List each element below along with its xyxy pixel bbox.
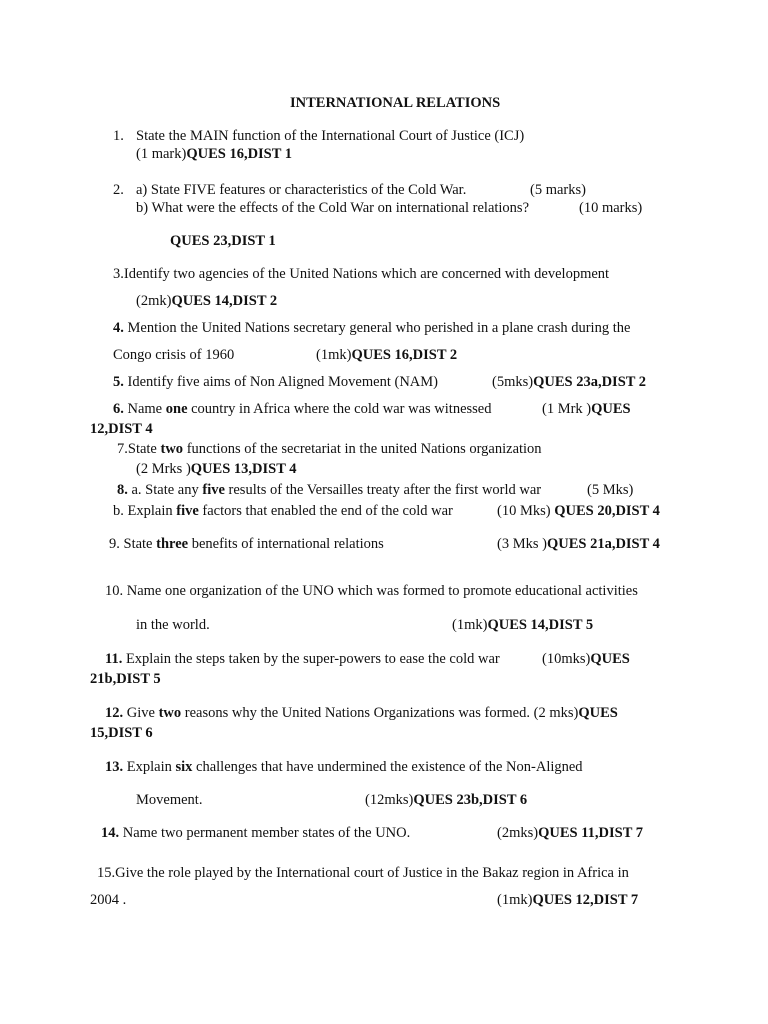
q1-marks: (1 mark) <box>136 146 187 162</box>
q7-marks: (2 Mrks ) <box>136 461 191 477</box>
q11-marks-line <box>542 650 630 668</box>
q5-reference: QUES 23a,DIST 2 <box>533 374 647 390</box>
q1-reference: QUES 16,DIST 1 <box>186 146 293 162</box>
q15-reference: QUES 12,DIST 7 <box>532 892 639 908</box>
q10-marks-line <box>452 616 593 634</box>
q2a-marks: (5 marks) <box>530 182 586 198</box>
q2b-marks: (10 marks) <box>579 200 643 216</box>
q14-line <box>101 824 410 842</box>
q13-line <box>105 758 583 776</box>
q6-line <box>113 400 492 418</box>
q9-line <box>109 535 384 553</box>
q1-text: State the MAIN function of the International Court of Justice (ICJ) <box>136 128 525 144</box>
q8-reference: QUES 20,DIST 4 <box>554 503 660 519</box>
q1-number: 1. <box>113 128 124 144</box>
q4-marks-line <box>316 346 457 364</box>
q13-text-2: Movement. <box>136 792 203 808</box>
q13-marks-line <box>365 791 527 809</box>
q7-marks-line <box>136 460 296 478</box>
q5-text: Identify five aims of Non Aligned Movement (NAM) <box>123 374 438 390</box>
q11-text: Explain the steps taken by the super-powers to ease the cold war <box>122 651 500 667</box>
q3-text: 3.Identify two agencies of the United Nations which are concerned with development <box>113 266 610 282</box>
q4-line-1 <box>113 319 630 337</box>
q8b-post: factors that enabled the end of the cold war <box>198 503 453 519</box>
q2-number: 2. <box>113 182 124 198</box>
q12-reference-2: 15,DIST 6 <box>90 725 153 741</box>
q13-post: challenges that have undermined the existence of the Non-Aligned <box>192 759 583 775</box>
q11-line <box>105 650 500 668</box>
q2b-text: b) What were the effects of the Cold War on international relations? <box>136 200 530 216</box>
q6-post: country in Africa where the cold war was witnessed <box>187 401 492 417</box>
q6-pre: Name <box>123 401 166 417</box>
q1-marks-line <box>136 145 292 163</box>
q13-pre: Explain <box>123 759 176 775</box>
q11-marks: (10mks) <box>542 651 591 667</box>
q8a-marks: (5 Mks) <box>587 482 634 498</box>
q13-reference: QUES 23b,DIST 6 <box>413 792 528 808</box>
q12-reference-1: QUES <box>578 705 618 721</box>
q7-post: functions of the secretariat in the united Nations organization <box>183 441 542 457</box>
q11-reference-2: 21b,DIST 5 <box>90 671 161 687</box>
q8b-marks-line <box>497 502 660 520</box>
q4-marks: (1mk) <box>316 347 352 363</box>
q4-number: 4. <box>113 320 124 336</box>
q9-emphasis: three <box>156 536 189 552</box>
q10-text-2: in the world. <box>136 617 210 633</box>
q6-reference-2: 12,DIST 4 <box>90 421 153 437</box>
q6-reference-1: QUES <box>591 401 631 417</box>
q2a-text: a) State FIVE features or characteristics of the Cold War. <box>136 182 467 198</box>
q3-reference: QUES 14,DIST 2 <box>171 293 278 309</box>
q9-post: benefits of international relations <box>188 536 384 552</box>
q10-reference: QUES 14,DIST 5 <box>487 617 594 633</box>
q7-reference: QUES 13,DIST 4 <box>190 461 297 477</box>
q12-number: 12. <box>105 705 124 721</box>
q12-line <box>105 704 618 722</box>
q14-marks-line <box>497 824 643 842</box>
q8a-line <box>117 481 541 499</box>
q7-line <box>117 440 542 458</box>
q11-number: 11. <box>105 651 123 667</box>
q9-marks: (3 Mks ) <box>497 536 547 552</box>
q8a-emphasis: five <box>202 482 225 498</box>
q4-text: Mention the United Nations secretary general who perished in a plane crash during the <box>123 320 631 336</box>
q5-marks: (5mks) <box>492 374 534 390</box>
q12-post: reasons why the United Nations Organizations was formed. (2 mks) <box>181 705 579 721</box>
q9-pre: 9. State <box>109 536 157 552</box>
q9-marks-line <box>497 535 660 553</box>
page-title: INTERNATIONAL RELATIONS <box>290 95 501 111</box>
q15-text: 15.Give the role played by the International court of Justice in the Bakaz region in Africa in <box>97 865 629 881</box>
q3-marks-line <box>136 292 277 310</box>
q10-text: 10. Name one organization of the UNO which was formed to promote educational activities <box>105 583 638 599</box>
q8b-marks: (10 Mks) <box>497 503 555 519</box>
q11-reference-1: QUES <box>590 651 630 667</box>
q7-pre: 7.State <box>117 441 161 457</box>
q12-pre: Give <box>123 705 159 721</box>
q3-marks: (2mk) <box>136 293 172 309</box>
q6-emphasis: one <box>165 401 188 417</box>
q15-marks: (1mk) <box>497 892 533 908</box>
q14-text: Name two permanent member states of the UNO. <box>119 825 411 841</box>
q6-number: 6. <box>113 401 124 417</box>
q8a-pre: a. State any <box>127 482 203 498</box>
q6-marks: (1 Mrk ) <box>542 401 592 417</box>
q14-marks: (2mks) <box>497 825 539 841</box>
q4-text-2: Congo crisis of 1960 <box>113 347 235 363</box>
q4-reference: QUES 16,DIST 2 <box>351 347 458 363</box>
q8b-emphasis: five <box>176 503 199 519</box>
q13-emphasis: six <box>175 759 193 775</box>
q15-text-2: 2004 . <box>90 892 127 908</box>
q13-marks: (12mks) <box>365 792 414 808</box>
q5-marks-line <box>492 373 646 391</box>
q2-reference: QUES 23,DIST 1 <box>170 233 276 249</box>
q5-number: 5. <box>113 374 124 390</box>
q8b-pre: b. Explain <box>113 503 177 519</box>
q8-number: 8. <box>117 482 128 498</box>
q13-number: 13. <box>105 759 124 775</box>
q8b-line <box>113 502 453 520</box>
q5-line <box>113 373 438 391</box>
q14-number: 14. <box>101 825 120 841</box>
q7-emphasis: two <box>160 441 184 457</box>
q10-marks: (1mk) <box>452 617 488 633</box>
q12-emphasis: two <box>158 705 182 721</box>
q6-marks-line <box>542 400 631 418</box>
q14-reference: QUES 11,DIST 7 <box>538 825 643 841</box>
q8a-post: results of the Versailles treaty after the first world war <box>224 482 542 498</box>
q15-marks-line <box>497 891 638 909</box>
q9-reference: QUES 21a,DIST 4 <box>546 536 660 552</box>
